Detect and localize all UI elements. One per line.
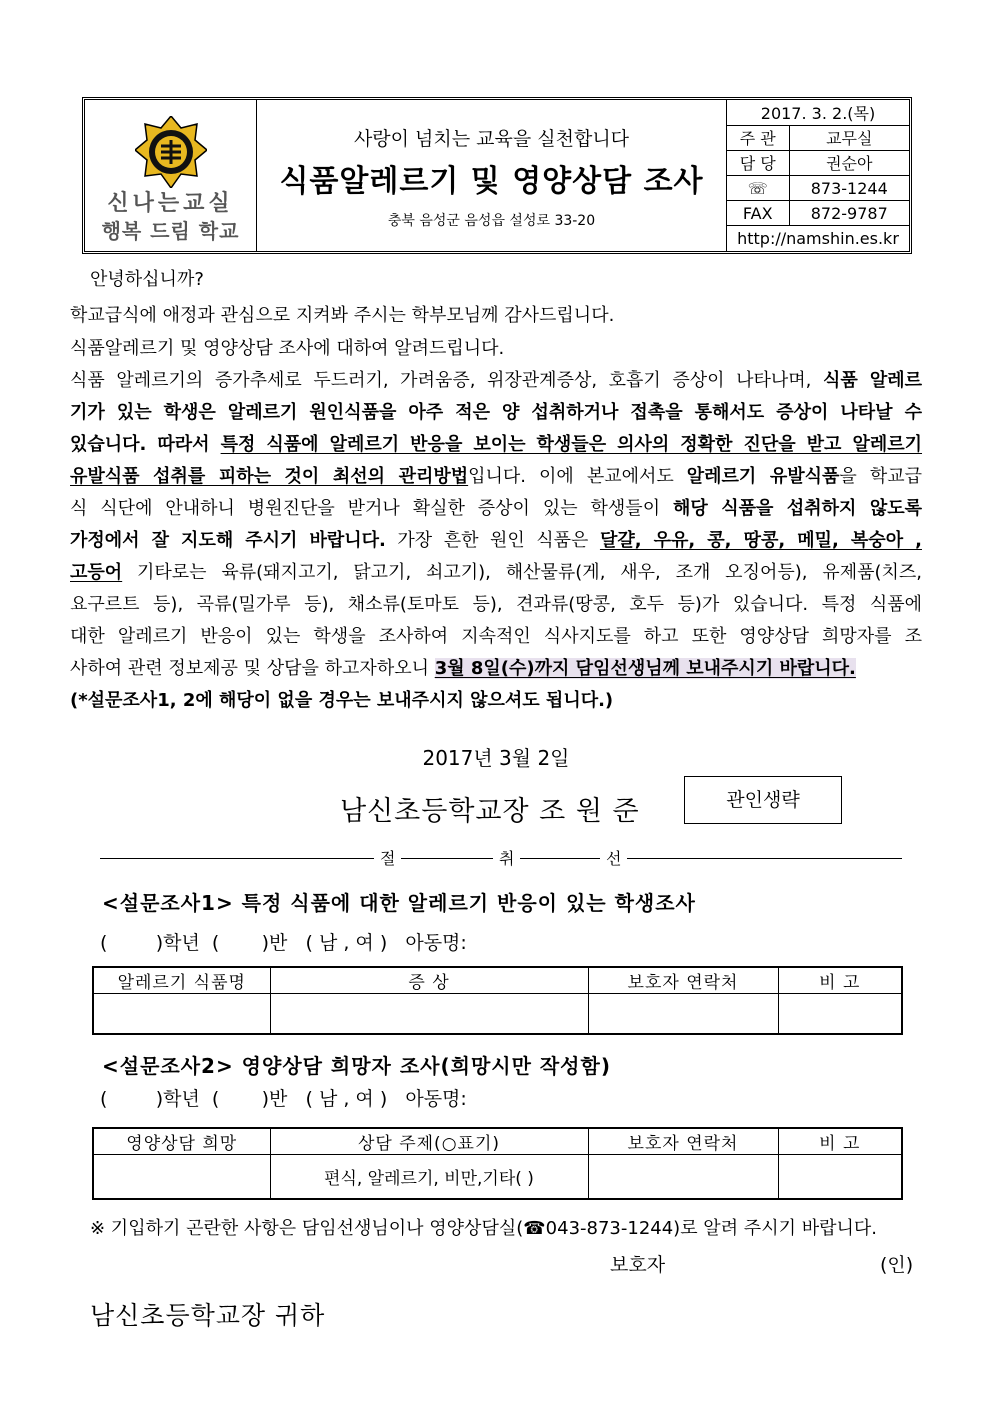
text-span: 기타로는 육류(돼지고기, 닭고기, 쇠고기), 해산물류(게, 새우, 조개 오징어등), 유제품(치즈, [122, 562, 922, 583]
text-span: 식품 알레르기의 증가추세로 두드러기, 가려움증, 위장관계증상, 호흡기 증상이 나타나며, [70, 370, 823, 391]
col-header: 증 상 [270, 967, 588, 994]
survey1-student-info[interactable]: ( )학년 ( )반 ( 남 , 여 ) 아동명: [100, 932, 467, 954]
remarks-cell[interactable] [778, 1155, 902, 1200]
bold-span: 가정에서 잘 지도해 주시기 바랍니다. [70, 530, 386, 551]
guardian-contact-cell[interactable] [588, 1155, 778, 1200]
logo-text-line2: 행복 드림 학교 [101, 219, 240, 243]
info-table [727, 100, 909, 251]
cut-line [100, 846, 902, 870]
paragraph-line: 기가 있는 학생은 알레르기 원인식품을 아주 적은 양 섭취하거나 접촉을 통해서도 증상이 나타날 수 [70, 402, 922, 423]
seal-omitted-box: 관인생략 [684, 776, 842, 824]
allergy-food-cell[interactable] [93, 994, 270, 1035]
sign-mark: (인) [880, 1254, 914, 1276]
bold-span: 해당 식품을 섭취하지 않도록 [673, 498, 922, 519]
issue-date: 2017. 3. 2.(목) [727, 100, 909, 125]
contact-note: ※ 기입하기 곤란한 사항은 담임선생님이나 영양상담실(☎043-873-1244)로 알려 주시기 바랍니다. [90, 1218, 877, 1239]
info-key: FAX [727, 201, 789, 226]
deadline-highlight: 3월 8일(수)까지 담임선생님께 보내주시기 바랍니다. [434, 658, 856, 679]
website-link[interactable]: http://namshin.es.kr [727, 226, 909, 251]
col-header: 보호자 연락처 [588, 1128, 778, 1155]
principal-name: 남신초등학교장 조 원 준 [340, 796, 640, 827]
bold-span: 있습니다. 따라서 [70, 434, 221, 455]
underlined-span: 고등어 [70, 562, 123, 583]
counseling-wish-cell[interactable] [93, 1155, 270, 1200]
cut-line-char: 절 [374, 846, 401, 869]
cut-line-char: 선 [600, 846, 627, 869]
logo-text-line1: 신나는교실 [107, 191, 234, 216]
col-header: 보호자 연락처 [588, 967, 778, 994]
body-line-1: 학교급식에 애정과 관심으로 지켜봐 주시는 학부모님께 감사드립니다. [70, 305, 615, 326]
text-span: 입니다. 이에 본교에서도 [468, 466, 687, 487]
closing-addressee: 남신초등학교장 귀하 [90, 1301, 326, 1330]
remarks-cell[interactable] [778, 994, 902, 1035]
paragraph-line [70, 465, 922, 489]
col-header: 상담 주제(○표기) [270, 1128, 588, 1155]
survey1-table [92, 966, 903, 1035]
info-key: 주 관 [727, 125, 789, 150]
col-header: 알레르기 식품명 [93, 967, 270, 994]
paragraph-line: 대한 알레르기 반응이 있는 학생을 조사하여 지속적인 식사지도를 하고 또한 영양상담 희망자를 조 [70, 626, 922, 647]
col-header: 비 고 [778, 1128, 902, 1155]
school-emblem-icon [135, 116, 207, 188]
info-cell [727, 100, 909, 251]
info-value: 권순아 [789, 150, 909, 175]
guardian-label: 보호자 [610, 1254, 666, 1276]
info-value: 872-9787 [789, 201, 909, 226]
paragraph-line [70, 369, 922, 393]
survey2-title: <설문조사2> 영양상담 희망자 조사(희망시만 작성함) [102, 1054, 611, 1078]
document-title: 식품알레르기 및 영양상담 조사 [279, 164, 704, 199]
symptom-cell[interactable] [270, 994, 588, 1035]
letter-header [82, 97, 912, 254]
bold-span: 알레르기 유발식품 [686, 466, 840, 487]
info-key: 담 당 [727, 150, 789, 175]
info-value: 교무실 [789, 125, 909, 150]
survey2-student-info[interactable]: ( )학년 ( )반 ( 남 , 여 ) 아동명: [100, 1088, 467, 1110]
greeting: 안녕하십니까? [90, 269, 204, 290]
paragraph-line [70, 497, 922, 521]
guardian-contact-cell[interactable] [588, 994, 778, 1035]
title-cell [257, 100, 727, 251]
survey2-table [92, 1127, 903, 1200]
info-value: 873-1244 [789, 175, 909, 200]
paragraph-line: 요구르트 등), 곡류(밀가루 등), 채소류(토마토 등), 견과류(땅콩, 호두 등)가 있습니다. 특정 식품에 [70, 594, 922, 615]
counseling-topic-cell[interactable]: 편식, 알레르기, 비만,기타( ) [270, 1155, 588, 1200]
slogan: 사랑이 넘치는 교육을 실천합니다 [353, 128, 630, 150]
body-line-2: 식품알레르기 및 영양상담 조사에 대하여 알려드립니다. [70, 338, 505, 359]
paragraph-line [70, 529, 922, 553]
paragraph-line [70, 561, 922, 585]
text-span: 을 학교급 [839, 466, 922, 487]
survey-note: (*설문조사1, 2에 해당이 없을 경우는 보내주시지 않으셔도 됩니다.) [70, 690, 614, 711]
text-span: 가장 흔한 원인 식품은 [385, 530, 600, 551]
underlined-span: 달걀, 우유, 콩, 땅콩, 메밀, 복숭아 , [599, 530, 922, 551]
text-span: 식 식단에 안내하니 병원진단을 받거나 확실한 증상이 있는 학생들이 [70, 498, 673, 519]
school-logo-cell [85, 100, 257, 251]
survey1-title: <설문조사1> 특정 식품에 대한 알레르기 반응이 있는 학생조사 [102, 891, 696, 915]
col-header: 영양상담 희망 [93, 1128, 270, 1155]
paragraph-line [70, 433, 922, 457]
underlined-span: 특정 식품에 알레르기 반응을 보이는 학생들은 의사의 정확한 진단을 받고 알레르기 [220, 434, 923, 455]
school-address: 충북 음성군 음성읍 설성로 33-20 [387, 213, 596, 229]
col-header: 비 고 [778, 967, 902, 994]
text-span: 사하여 관련 정보제공 및 상담을 하고자하오니 [70, 658, 435, 679]
bold-span: 식품 알레르 [822, 370, 922, 391]
paragraph-line [70, 657, 922, 681]
cut-line-char: 취 [493, 846, 520, 869]
underlined-span: 유발식품 섭취를 피하는 것이 최선의 관리방법 [70, 466, 469, 487]
letter-date: 2017년 3월 2일 [422, 746, 570, 770]
phone-icon: ☏ [727, 175, 789, 200]
